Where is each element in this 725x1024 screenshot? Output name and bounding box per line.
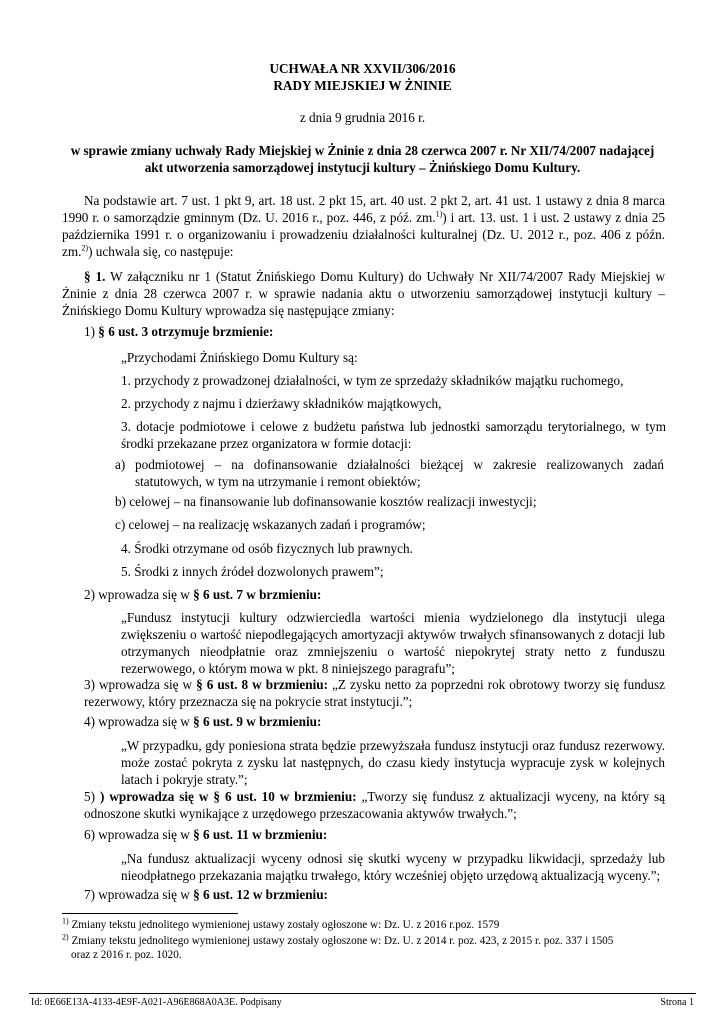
item-2-quote: „Fundusz instytucji kultury odzwierciedla wartości mienia wydzielonego dla instytucji ulega zwiększeniu o wartość niepodlegających amortyzacji aktywów trwałych sfinansowanych z dotacji lub otrzymanych nieodpłatnie oraz zmniejszeniu o wartość niepokrytej straty netto z funduszu rezerwowego, o którym mowa w pkt. 8 niniejszego paragrafu”; <box>121 610 665 676</box>
footnote-1-marker: 1) <box>62 916 69 926</box>
footnote-2 <box>62 934 672 948</box>
item-1-point-3: 3. dotacje podmiotowe i celowe z budżetu państwa lub jednostki samorządu terytorialnego, w tym środki przekazane przez organizatora w formie dotacji: <box>121 419 666 451</box>
item-5-title: § 6 ust. 10 w brzmieniu: <box>213 789 357 804</box>
item-4-title: § 6 ust. 9 w brzmieniu: <box>193 714 322 729</box>
section-1-text: W załączniku nr 1 (Statut Żnińskiego Domu Kultury) do Uchwały Nr XII/74/2007 Rady Miejskiej w Żninie z dnia 28 czerwca 2007 r. w sprawie nadania aktu o utworzeniu samorządowej instytucji kultury – Żnińskiego Domu Kultury wprowadza się następujące zmiany: <box>62 269 666 318</box>
item-4-prefix: 4) wprowadza się w <box>84 714 194 729</box>
footnote-separator <box>62 913 238 914</box>
footnote-2-marker: 2) <box>62 932 69 942</box>
footnote-1-text: Zmiany tekstu jednolitego wymienionej ustawy zostały ogłoszone w: Dz. U. z 2016 r.poz. 1579 <box>68 919 500 931</box>
subject-line-1: w sprawie zmiany uchwały Rady Miejskiej w Żninie z dnia 28 czerwca 2007 r. Nr XII/74/2007 nadającej <box>70 143 655 158</box>
item-1-point-4: 4. Środki otrzymane od osób fizycznych lub prawnych. <box>121 541 413 556</box>
item-3-title: § 6 ust. 8 w brzmieniu: <box>196 677 328 692</box>
item-7-title: § 6 ust. 12 w brzmieniu: <box>193 887 328 902</box>
item-3 <box>84 676 665 710</box>
item-6-title: § 6 ust. 11 w brzmieniu: <box>193 827 328 842</box>
footnote-1 <box>62 918 667 932</box>
item-2-title: § 6 ust. 7 w brzmieniu: <box>193 587 322 602</box>
page-footer-rule <box>29 993 696 994</box>
footnote-ref-2: 2) <box>81 243 89 253</box>
item-6-quote: „Na fundusz aktualizacji wyceny odnosi się skutki wyceny w przypadku likwidacji, sprzedaży lub nieodpłatnego przekazania majątku trwałego, który wcześniej objęto urzędową aktualizacją wyceny.”; <box>121 851 665 883</box>
footnote-2-text: Zmiany tekstu jednolitego wymienionej ustawy zostały ogłoszone w: Dz. U. z 2014 r. poz. 423, z 2015 r. poz. 337 i 1505 <box>68 935 614 947</box>
item-6-heading <box>84 826 664 843</box>
item-1-title: § 6 ust. 3 otrzymuje brzmienie: <box>98 324 274 339</box>
item-2-heading <box>84 586 664 603</box>
item-4-quote: „W przypadku, gdy poniesiona strata będzie przewyższała fundusz instytucji oraz fundusz rezerwowy. może zostać pokryta z zysku lat następnych, do czasu kiedy instytucja wypracuje zysk w kolejnych latach i pokryje straty.”; <box>121 738 665 787</box>
item-2-prefix: 2) wprowadza się w <box>84 587 194 602</box>
document-subject <box>50 142 675 176</box>
item-1-heading <box>84 323 664 340</box>
document-id: Id: 0E66E13A-4133-4E9F-A021-A96E868A0A3E. Podpisany <box>31 997 282 1008</box>
preamble-text-1: Na podstawie art. 7 ust. 1 pkt 9, art. 18 ust. 2 pkt 15, art. 40 ust. 2 pkt 2, art. 41 ust. 1 ustawy z dnia 8 marca 1990 r. o samorządzie gminnym (Dz. U. 2016 r., poz. 446, z póź. zm. <box>62 193 665 225</box>
item-3-quote: „Z zysku netto za poprzedni rok obrotowy tworzy się fundusz rezerwowy, który przeznacza się na pokrycie strat instytucji.”; <box>84 677 665 709</box>
preamble-text-3: ) uchwala się, co następuje: <box>88 244 234 259</box>
item-1-sub-b: b) celowej – na finansowanie lub dofinansowanie kosztów realizacji inwestycji; <box>115 494 537 509</box>
page-number: Strona 1 <box>660 997 694 1008</box>
item-5 <box>84 788 665 822</box>
title-line-2: RADY MIEJSKIEJ W ŻNINIE <box>273 78 452 93</box>
item-7-heading <box>84 886 664 903</box>
footnote-2-continuation: oraz z 2016 r. poz. 1020. <box>71 949 182 961</box>
section-1-lead: § 1. <box>84 269 106 284</box>
preamble-text-2: ) i art. 13. ust. 1 i ust. 2 ustawy z dnia 25 października 1991 r. o organizowaniu i prowadzeniu działalności kulturalnej (Dz. U. 2012 r., poz. 406 z późn. zm. <box>62 210 666 259</box>
item-1-sub-c: c) celowej – na realizację wskazanych zadań i programów; <box>115 517 426 532</box>
subject-line-2: akt utworzenia samorządowej instytucji kultury – Żnińskiego Domu Kultury. <box>144 160 581 175</box>
title-line-1: UCHWAŁA NR XXVII/306/2016 <box>269 61 456 76</box>
item-1-point-1: 1. przychody z prowadzonej działalności, w tym ze sprzedaży składników majątku ruchomego, <box>121 373 624 388</box>
item-5-quote: „Tworzy się fundusz z aktualizacji wyceny, na który są odnoszone skutki wynikające z urzędowego przeszacowania aktywów trwałych.”; <box>84 789 666 821</box>
item-6-prefix: 6) wprowadza się w <box>84 827 194 842</box>
section-1 <box>62 268 665 319</box>
item-1-quote-open: „Przychodami Żnińskiego Domu Kultury są: <box>121 350 358 365</box>
item-5-prefix-1: 5) <box>84 789 100 804</box>
item-7-prefix: 7) wprowadza się w <box>84 887 194 902</box>
item-3-prefix: 3) wprowadza się w <box>84 677 197 692</box>
item-5-paren: ) wprowadza się w <box>99 789 214 804</box>
item-1-sub-a: podmiotowej – na dofinansowanie działalności bieżącej w zakresie realizowanych zadań statutowych, w tym na utrzymanie i remont obiektów; <box>135 457 664 489</box>
preamble <box>62 192 665 260</box>
item-1-point-5: 5. Środki z innych źródeł dozwolonych prawem”; <box>121 564 384 579</box>
document-date: z dnia 9 grudnia 2016 r. <box>299 110 426 125</box>
document-title <box>60 60 665 94</box>
footnote-ref-1: 1) <box>435 209 443 219</box>
item-1-sub-a-label: a) <box>115 457 126 472</box>
item-1-number: 1) <box>84 324 99 339</box>
item-1-point-2: 2. przychody z najmu i dzierżawy składników majątkowych, <box>121 396 442 411</box>
item-4-heading <box>84 713 664 730</box>
